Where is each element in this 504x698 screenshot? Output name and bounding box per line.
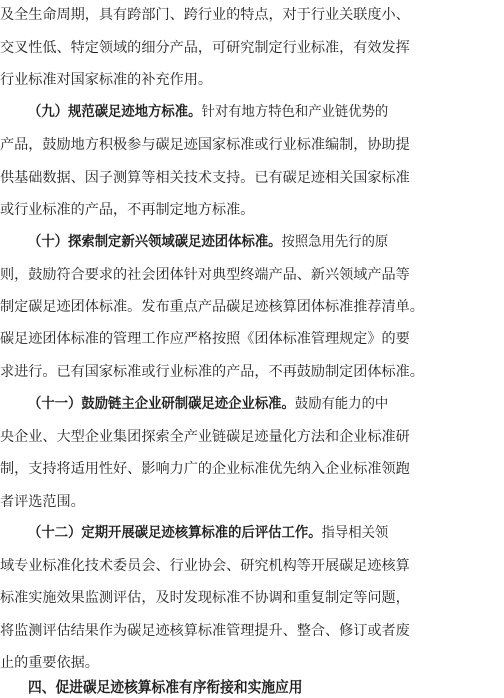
paragraph-line: 行业标准对国家标准的补充作用。: [0, 72, 212, 88]
paragraph-text: 鼓励有能力的中: [294, 396, 389, 412]
paragraph-line: 则，鼓励符合要求的社会团体针对典型终端产品、新兴领域产品等: [0, 267, 410, 283]
paragraph-line: 碳足迹团体标准的管理工作应严格按照《团体标准管理规定》的要: [0, 331, 410, 347]
paragraph-line: 及全生命周期，具有跨部门、跨行业的特点，对于行业关联度小、: [0, 7, 410, 23]
paragraph-first-line: [28, 232, 502, 252]
paragraph-line: 标准实施效果监测评估，及时发现标准不协调和重复制定等问题，: [0, 590, 410, 606]
paragraph-line: 求进行。已有国家标准或行业标准的产品，不再鼓励制定团体标准。: [0, 364, 424, 380]
paragraph-line: 或行业标准的产品，不再制定地方标准。: [0, 202, 255, 218]
paragraph-line: 央企业、大型企业集团探索全产业链碳足迹量化方法和企业标准研: [0, 429, 410, 445]
paragraph-line: 供基础数据、因子测算等相关技术支持。已有碳足迹相关国家标准: [0, 170, 410, 186]
paragraph-title: （九）规范碳足迹地方标准。: [28, 104, 202, 120]
paragraph-line: 产品，鼓励地方积极参与碳足迹国家标准或行业标准编制，协助提: [0, 137, 410, 153]
paragraph-title: （十一）鼓励链主企业研制碳足迹企业标准。: [28, 396, 295, 412]
paragraph-line: 者评选范围。: [0, 494, 85, 510]
paragraph-title: （十）探索制定新兴领域碳足迹团体标准。: [28, 234, 282, 250]
paragraph-title: （十二）定期开展碳足迹核算标准的后评估工作。: [28, 525, 322, 541]
paragraph-line: 制，支持将适用性好、影响力广的企业标准优先纳入企业标准领跑: [0, 461, 410, 477]
paragraph-line: 制定碳足迹团体标准。发布重点产品碳足迹核算团体标准推荐清单。: [0, 299, 424, 315]
paragraph-first-line: [28, 102, 502, 122]
paragraph-line: 止的重要依据。: [0, 655, 99, 671]
paragraph-text: 指导相关领: [321, 525, 389, 541]
paragraph-line: 交叉性低、特定领域的细分产品，可研究制定行业标准，有效发挥: [0, 40, 410, 56]
paragraph-first-line: [28, 394, 502, 414]
paragraph-first-line: [28, 523, 502, 543]
paragraph-text: 按照急用先行的原: [281, 234, 389, 250]
paragraph-text: 针对有地方特色和产业链优势的: [201, 104, 389, 120]
paragraph-line: 域专业标准化技术委员会、行业协会、研究机构等开展碳足迹核算: [0, 558, 410, 574]
paragraph-line: 将监测评估结果作为碳足迹核算标准管理提升、整合、修订或者废: [0, 623, 410, 639]
section-heading: 四、促进碳足迹核算标准有序衔接和实施应用: [28, 679, 303, 696]
